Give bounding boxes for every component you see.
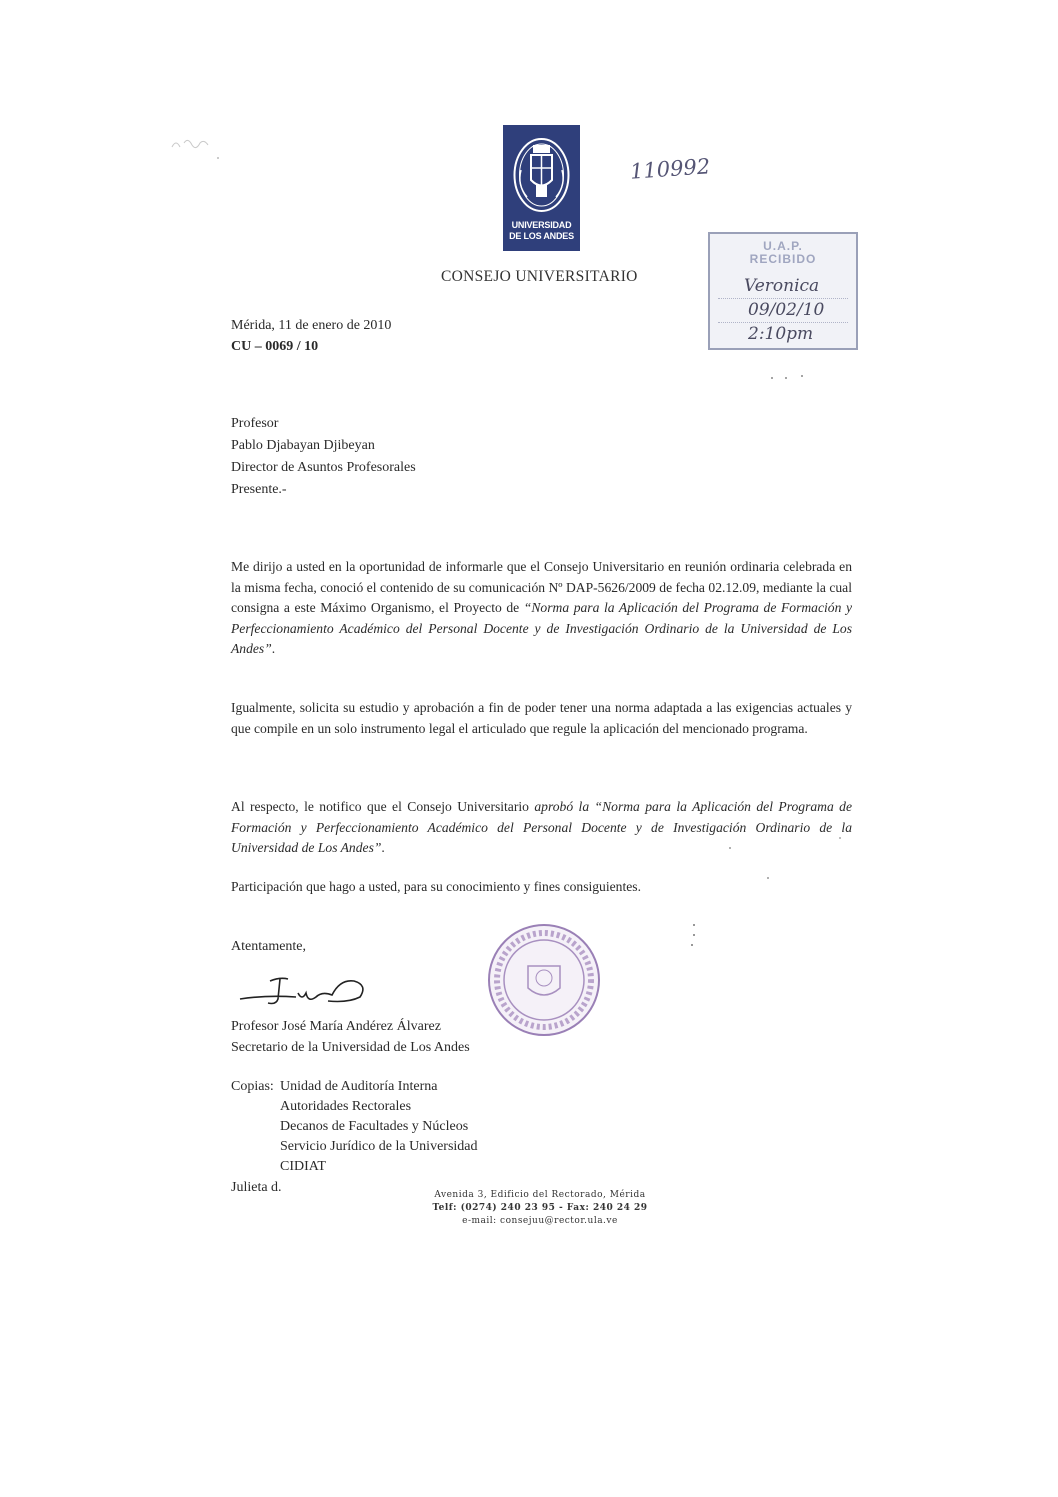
stamp-time: 2:10pm bbox=[748, 324, 814, 344]
addressee-line: Profesor bbox=[231, 416, 279, 431]
copies-label: Copias: bbox=[231, 1079, 274, 1094]
coat-of-arms-icon bbox=[503, 125, 580, 220]
paragraph-1-norm-title: “Norma para la Aplicación del Programa de Formación y Perfeccionamiento Académico del Personal Docente y de Investigación Ordinario de la Universidad de Los Andes” bbox=[231, 600, 852, 656]
paragraph-1-end: . bbox=[271, 641, 276, 656]
stamp-status: RECIBIDO bbox=[749, 252, 817, 266]
university-seal bbox=[486, 922, 602, 1038]
paragraph-4: Participación que hago a usted, para su conocimiento y fines consiguientes. bbox=[231, 879, 641, 894]
place-date: Mérida, 11 de enero de 2010 bbox=[231, 318, 392, 333]
stamp-org: U.A.P. bbox=[763, 239, 803, 253]
signer-title: Secretario de la Universidad de Los Andes bbox=[231, 1040, 470, 1055]
handwritten-registry-number: 110992 bbox=[629, 154, 711, 184]
addressee-line: Pablo Djabayan Djibeyan bbox=[231, 438, 375, 453]
paragraph-3-end: . bbox=[381, 840, 385, 855]
reference-number: CU – 0069 / 10 bbox=[231, 339, 319, 354]
council-heading: CONSEJO UNIVERSITARIO bbox=[441, 268, 638, 285]
university-name-line1: UNIVERSIDAD bbox=[511, 220, 572, 230]
margin-scribble bbox=[170, 133, 222, 161]
copy-recipient: Unidad de Auditoría Interna bbox=[280, 1079, 438, 1094]
paragraph-2: Igualmente, solicita su estudio y aprobación a fin de poder tener una norma adaptada a las exigencias actuales y que compile en un solo instrumento legal el articulado que regule la aplicación del mencionado programa. bbox=[231, 700, 852, 736]
university-logo bbox=[503, 125, 580, 251]
copy-recipient: CIDIAT bbox=[280, 1159, 326, 1174]
stamp-received-by: Veronica bbox=[744, 276, 820, 296]
scan-specks bbox=[690, 370, 850, 970]
university-name-line2: DE LOS ANDES bbox=[509, 231, 574, 241]
paragraph-3-text: Al respecto, le notifico que el Consejo Universitario bbox=[231, 799, 535, 814]
signer-name: Profesor José María Andérez Álvarez bbox=[231, 1019, 441, 1034]
closing: Atentamente, bbox=[231, 939, 307, 954]
received-stamp bbox=[708, 232, 858, 350]
addressee-line: Director de Asuntos Profesorales bbox=[231, 460, 416, 475]
typist-initials: Julieta d. bbox=[231, 1180, 282, 1195]
copy-recipient: Decanos de Facultades y Núcleos bbox=[280, 1119, 469, 1134]
copy-recipient: Servicio Jurídico de la Universidad bbox=[280, 1139, 478, 1154]
paragraph-3-approval: aprobó la “Norma para la Aplicación del Programa de Formación y Perfeccionamiento Académico del Personal Docente y de Investigación Ordinario de la Universidad de Los Andes” bbox=[231, 799, 853, 855]
paragraph-1-text: Me dirijo a usted en la oportunidad de informarle que el Consejo Universitario en reunión ordinaria celebrada en la misma fecha, conoció el contenido de su comunicación Nº DAP-5626/2009 de fecha 02.12.09, mediante la cual consigna a este Máximo Organismo, el Proyecto de bbox=[231, 559, 852, 615]
handwritten-signature bbox=[236, 973, 376, 1009]
footer-address: Avenida 3, Edificio del Rectorado, Mérida bbox=[434, 1190, 646, 1200]
footer-email: e-mail: consejuu@rector.ula.ve bbox=[462, 1216, 618, 1226]
addressee-line: Presente.- bbox=[231, 482, 287, 497]
copy-recipient: Autoridades Rectorales bbox=[280, 1099, 412, 1114]
stamp-date: 09/02/10 bbox=[748, 300, 825, 320]
footer-phones: Telf: (0274) 240 23 95 - Fax: 240 24 29 bbox=[432, 1203, 648, 1213]
